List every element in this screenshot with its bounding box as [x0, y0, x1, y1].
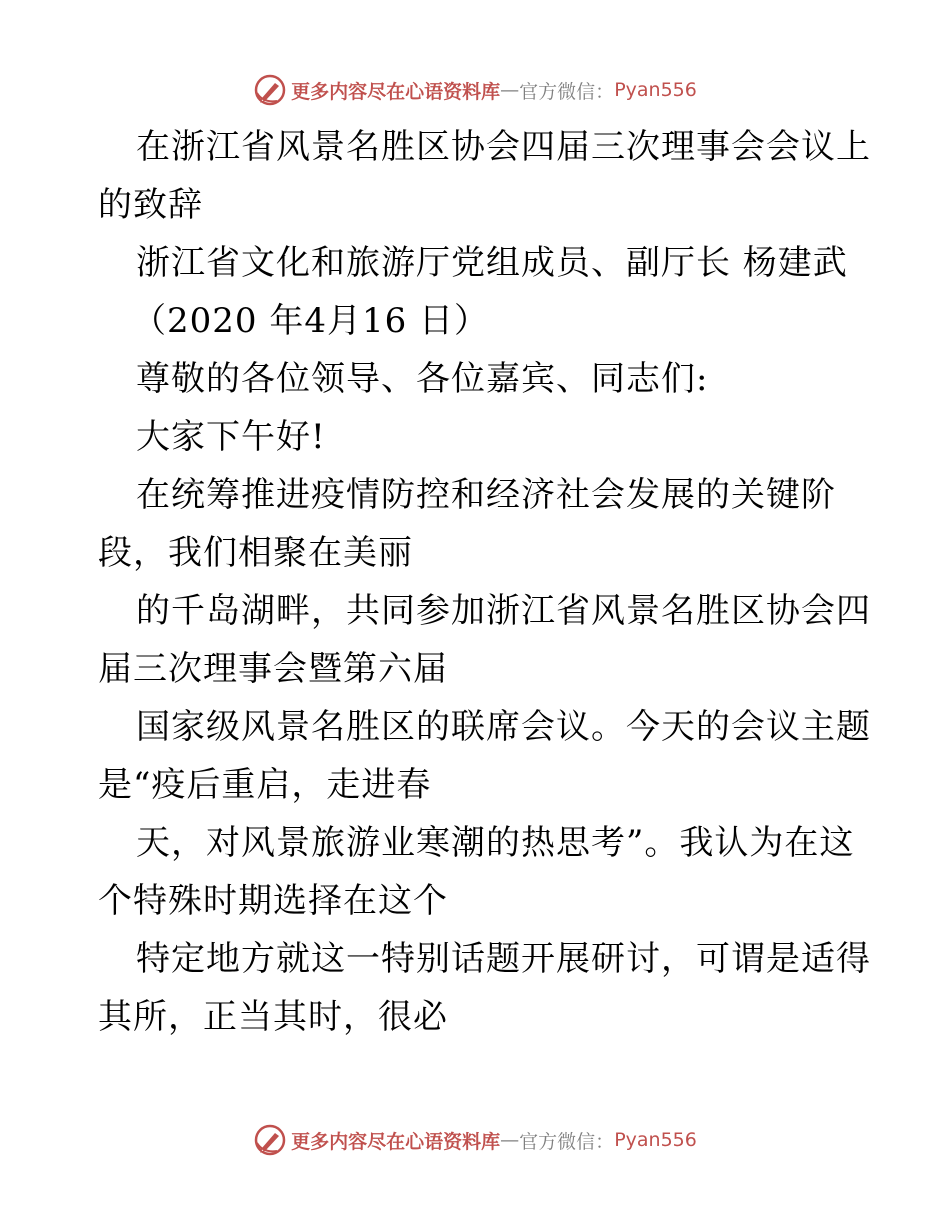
greeting-line: 大家下午好!: [136, 417, 326, 457]
paragraph-line: 段，我们相聚在美丽: [98, 533, 413, 573]
footer-banner: [0, 1120, 950, 1160]
title-line-1: 在浙江省风景名胜区协会四届三次理事会会议上: [136, 127, 871, 167]
banner-wechat-id: Pyan556: [614, 1129, 697, 1151]
pen-logo-icon: [253, 1123, 287, 1157]
banner-dash: —: [500, 1129, 520, 1151]
paragraph-line: 国家级风景名胜区的联席会议。今天的会议主题: [136, 707, 871, 747]
document-body: [98, 118, 871, 1046]
banner-brand-text: 更多内容尽在心语资料库: [291, 80, 501, 103]
paragraph-line: 届三次理事会暨第六届: [98, 649, 448, 689]
banner-wechat-id: Pyan556: [614, 79, 697, 101]
banner-wechat-label: 官方微信：: [519, 1130, 615, 1153]
paragraph-line: 个特殊时期选择在这个: [98, 881, 448, 921]
paragraph-line: 天，对风景旅游业寒潮的热思考”。我认为在这: [136, 823, 855, 863]
title-line-2: 的致辞: [98, 185, 203, 225]
paragraph-line: 的千岛湖畔，共同参加浙江省风景名胜区协会四: [136, 591, 871, 631]
paragraph-line: 是“疫后重启，走进春: [98, 765, 432, 805]
header-banner: [0, 70, 950, 110]
paragraph-line: 在统筹推进疫情防控和经济社会发展的关键阶: [136, 475, 836, 515]
paragraph-line: 特定地方就这一特别话题开展研讨，可谓是适得: [136, 939, 871, 979]
banner-wechat-label: 官方微信：: [519, 80, 615, 103]
pen-logo-icon: [253, 73, 287, 107]
paragraph-line: 其所，正当其时，很必: [98, 997, 448, 1037]
banner-dash: —: [500, 79, 520, 101]
salutation-line: 尊敬的各位领导、各位嘉宾、同志们:: [136, 359, 709, 399]
speaker-line: 浙江省文化和旅游厅党组成员、副厅长 杨建武: [136, 243, 848, 283]
date-line: （2020 年4月16 日）: [132, 301, 490, 341]
banner-brand-text: 更多内容尽在心语资料库: [291, 1130, 501, 1153]
